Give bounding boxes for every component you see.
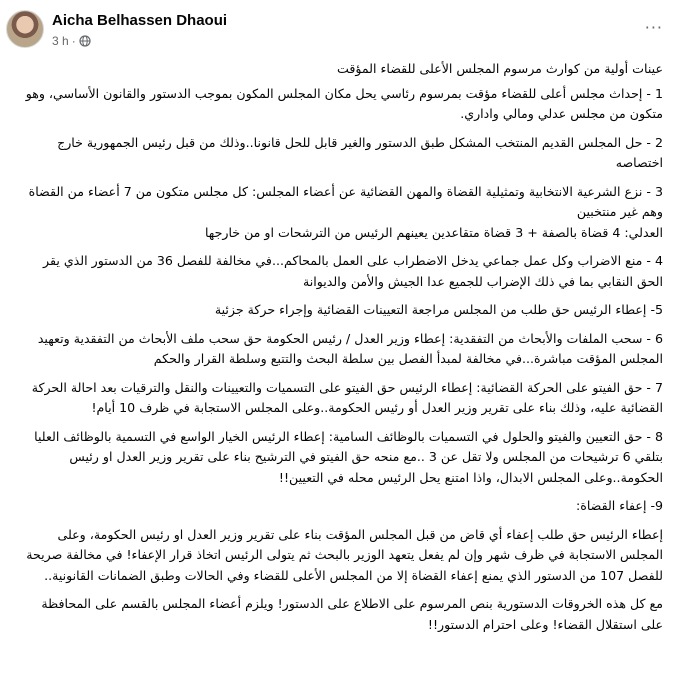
post-body	[18, 59, 663, 643]
post-time[interactable]: 3 h	[52, 34, 69, 48]
post-paragraph-3: 3 - نزع الشرعية الانتخابية وتمثيلية القضاة والمهن القضائية عن أعضاء المجلس: كل مجلس متكون من 7 أعضاء من القضاة وهم غير منتخبين العدلي: 4 قضاة بالصفة + 3 قضاة متقاعدين يعينهم الرئيس من الترشحات او من خارجها	[28, 183, 663, 240]
post-paragraph-5: 5- إعطاء الرئيس حق طلب من المجلس مراجعة التعيينات القضائية وإجراء حركة جزئية	[214, 302, 663, 317]
post-paragraph-9: 9- إعفاء القضاة:	[575, 498, 663, 513]
more-options-icon[interactable]: ···	[644, 18, 663, 37]
author-name[interactable]: Aicha Belhassen Dhaoui	[52, 12, 228, 29]
avatar[interactable]	[6, 10, 44, 48]
post-paragraph-2: 2 - حل المجلس القديم المنتخب المشكل طبق الدستور والغير قابل للحل قانونا..وذلك من قبل رئيس الجمهورية خارج اختصاصه	[57, 134, 663, 170]
post-meta	[52, 34, 91, 48]
post-paragraph-7: 7 - حق الفيتو على الحركة القضائية: إعطاء الرئيس حق الفيتو على التسميات والتعيينات والنقل والترقيات بعد احالة الحركة القضائية عليه، وذلك بناء على تقرير وزير العدل أو رئيس الحكومة..وعلى المجلس الاستجابة في ظرف 10 أيام!	[31, 379, 663, 415]
post-header	[0, 0, 675, 56]
post-paragraph-1: 1 - إحداث مجلس أعلى للقضاء مؤقت بمرسوم رئاسي يحل مكان المجلس المكون بموجب الدستور والقانون الأساسي، وهو متكون من مجلس عدلي ومالي واداري.	[25, 85, 663, 121]
globe-icon[interactable]	[79, 35, 91, 47]
post-paragraph-8: 8 - حق التعيين والفيتو والحلول في التسميات بالوظائف السامية: إعطاء الرئيس الخيار الواسع في التسمية بالوظائف العليا بتلقي 6 ترشيحات من المجلس ولا تقل عن 3 ..مع منحه حق الفيتو في الترشيح بناء على تقرير وزير العدل او رئيس الحكومة..وعلى المجلس الابدال، واذا امتنع يحل الرئيس محله في التعيين!!	[34, 428, 663, 485]
post-paragraph-4: 4 - منع الاضراب وكل عمل جماعي يدخل الاضطراب على العمل بالمحاكم...في مخالفة للفصل 36 من الدستور الذي يقر الحق النقابي بما في ذلك الإضراب للجميع عدا الجيش والأمن والديوانة	[43, 253, 663, 289]
meta-separator: ·	[71, 34, 76, 48]
post-paragraph-title: عينات أولية من كوارث مرسوم المجلس الأعلى للقضاء المؤقت	[336, 61, 663, 76]
post-paragraph-10: إعطاء الرئيس حق طلب إعفاء أي قاض من قبل المجلس المؤقت بناء على تقرير وزير العدل او رئيس الحكومة، وعلى المجلس الاستجابة في ظرف شهر وإن لم يفعل يتعهد الوزير بالبحث ثم يتولى الرئيس اتخاذ قرار الإعفاء! في مخالفة صريحة للفصل 107 من الدستور الذي يمنع إعفاء القضاة إلا من المجلس الأعلى للقضاء وفي الحالات وطبق الضمانات القانونية..	[26, 526, 663, 583]
post-paragraph-11: مع كل هذه الخروقات الدستورية بنص المرسوم على الاطلاع على الدستور! ويلزم أعضاء المجلس بالقسم على المحافظة على استقلال القضاء! وعلى احترام الدستور!!	[41, 596, 663, 632]
post-paragraph-6: 6 - سحب الملفات والأبحاث من التفقدية: إعطاء وزير العدل / رئيس الحكومة حق سحب ملف الأبحاث من التفقدية وتعهيد المجلس المؤقت مباشرة...في مخالفة لمبدأ الفصل بين سلطة البحث والتتبع وسلطة القرار والحكم	[37, 330, 663, 366]
